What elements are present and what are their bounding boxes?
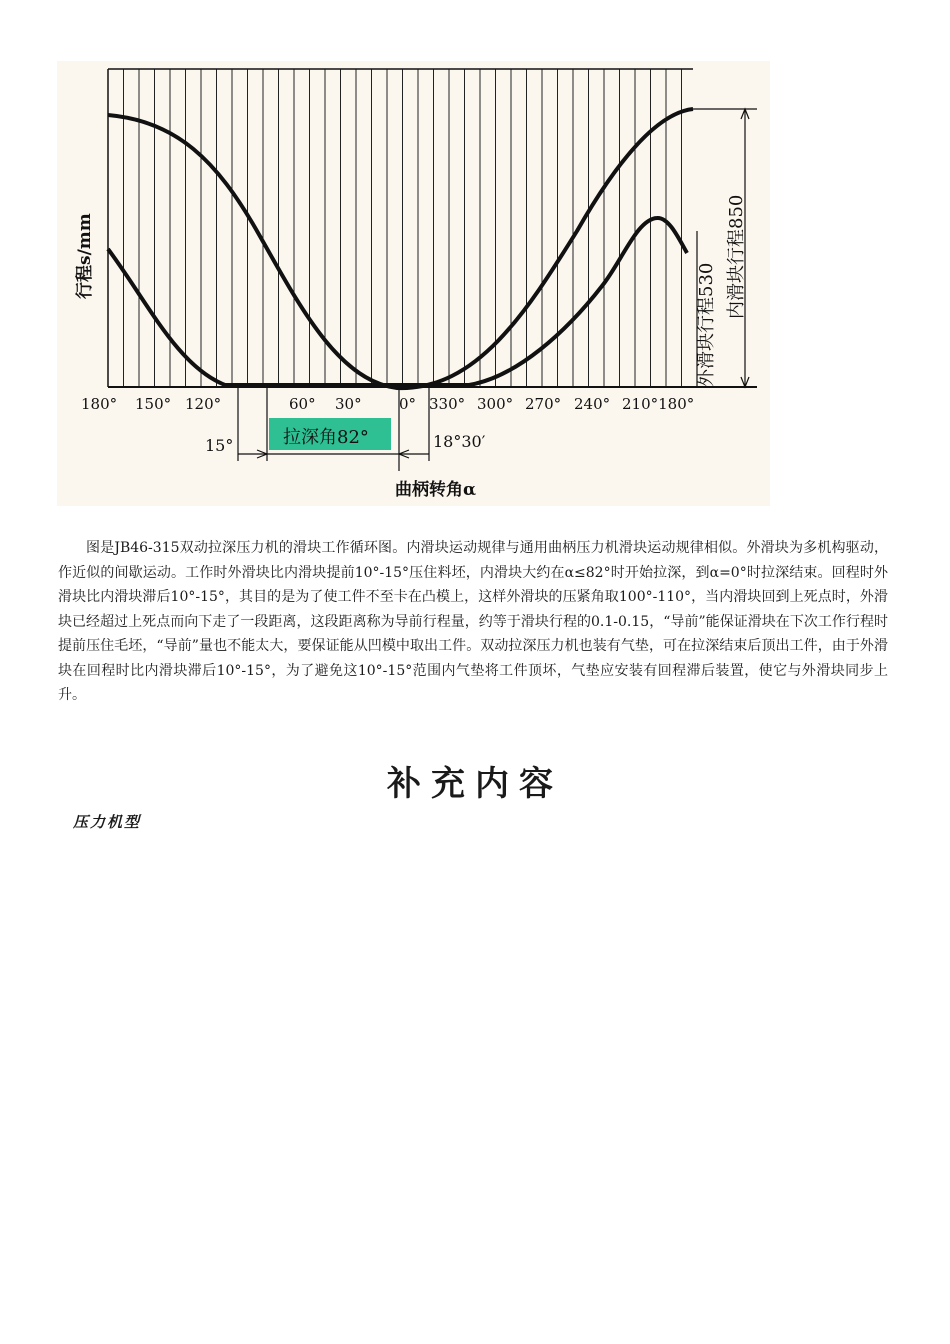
inner-slider-curve	[108, 109, 693, 388]
tick-label-5: 0°	[399, 395, 417, 413]
body-paragraph: 图是JB46-315双动拉深压力机的滑块工作循环图。内滑块运动规律与通用曲柄压力机滑块运动规律相似。外滑块为多机构驱动，作近似的间歇运动。工作时外滑块比内滑块提前10°-15°压住料坯，内滑块大约在α≤82°时开始拉深，到α=0°时拉深结束。回程时外滑块比内滑块滞后10°-15°，其目的是为了使工件不至卡在凸模上，这样外滑块的压紧角取100°-110°，当内滑块回到上死点时，外滑块已经超过上死点而向下走了一段距离，这段距离称为导前行程量，约等于滑块行程的0.1-0.15，“导前”能保证滑块在下次工作行程时提前压住毛坯，“导前”量也不能太大，要保证能从凹模中取出工件。双动拉深压力机也装有气垫，可在拉深结束后顶出工件，由于外滑块在回程时比内滑块滞后10°-15°，为了避免这10°-15°范围内气垫将工件顶坏，气垫应安装有回程滞后装置，使它与外滑块同步上升。	[58, 540, 888, 703]
subsection-label: 压力机型	[73, 813, 142, 831]
section-title: 补充内容	[387, 764, 563, 804]
y-axis-label: 行程s/mm	[75, 213, 95, 299]
label-18-30: 18°30′	[433, 432, 486, 451]
tick-label-7: 300°	[477, 395, 514, 413]
tick-label-0: 180°	[81, 395, 118, 413]
tick-label-10: 210°180°	[622, 395, 695, 413]
inner-stroke-label: 内滑块行程850	[726, 194, 747, 319]
label-drawing-angle: 拉深角82°	[283, 427, 369, 448]
x-axis-label: 曲柄转角α	[395, 480, 477, 500]
slider-cycle-diagram	[57, 61, 770, 506]
outer-stroke-label: 外滑块行程530	[696, 262, 717, 387]
tick-label-4: 30°	[335, 395, 362, 413]
tick-labels	[81, 395, 694, 413]
vertical-grid	[108, 69, 682, 387]
tick-label-8: 270°	[525, 395, 562, 413]
tick-label-3: 60°	[289, 395, 316, 413]
tick-label-2: 120°	[185, 395, 222, 413]
tick-label-1: 150°	[135, 395, 172, 413]
outer-slider-curve	[108, 218, 687, 385]
label-15: 15°	[205, 436, 234, 455]
tick-label-6: 330°	[429, 395, 466, 413]
diagram-svg	[57, 61, 770, 506]
tick-label-9: 240°	[574, 395, 611, 413]
